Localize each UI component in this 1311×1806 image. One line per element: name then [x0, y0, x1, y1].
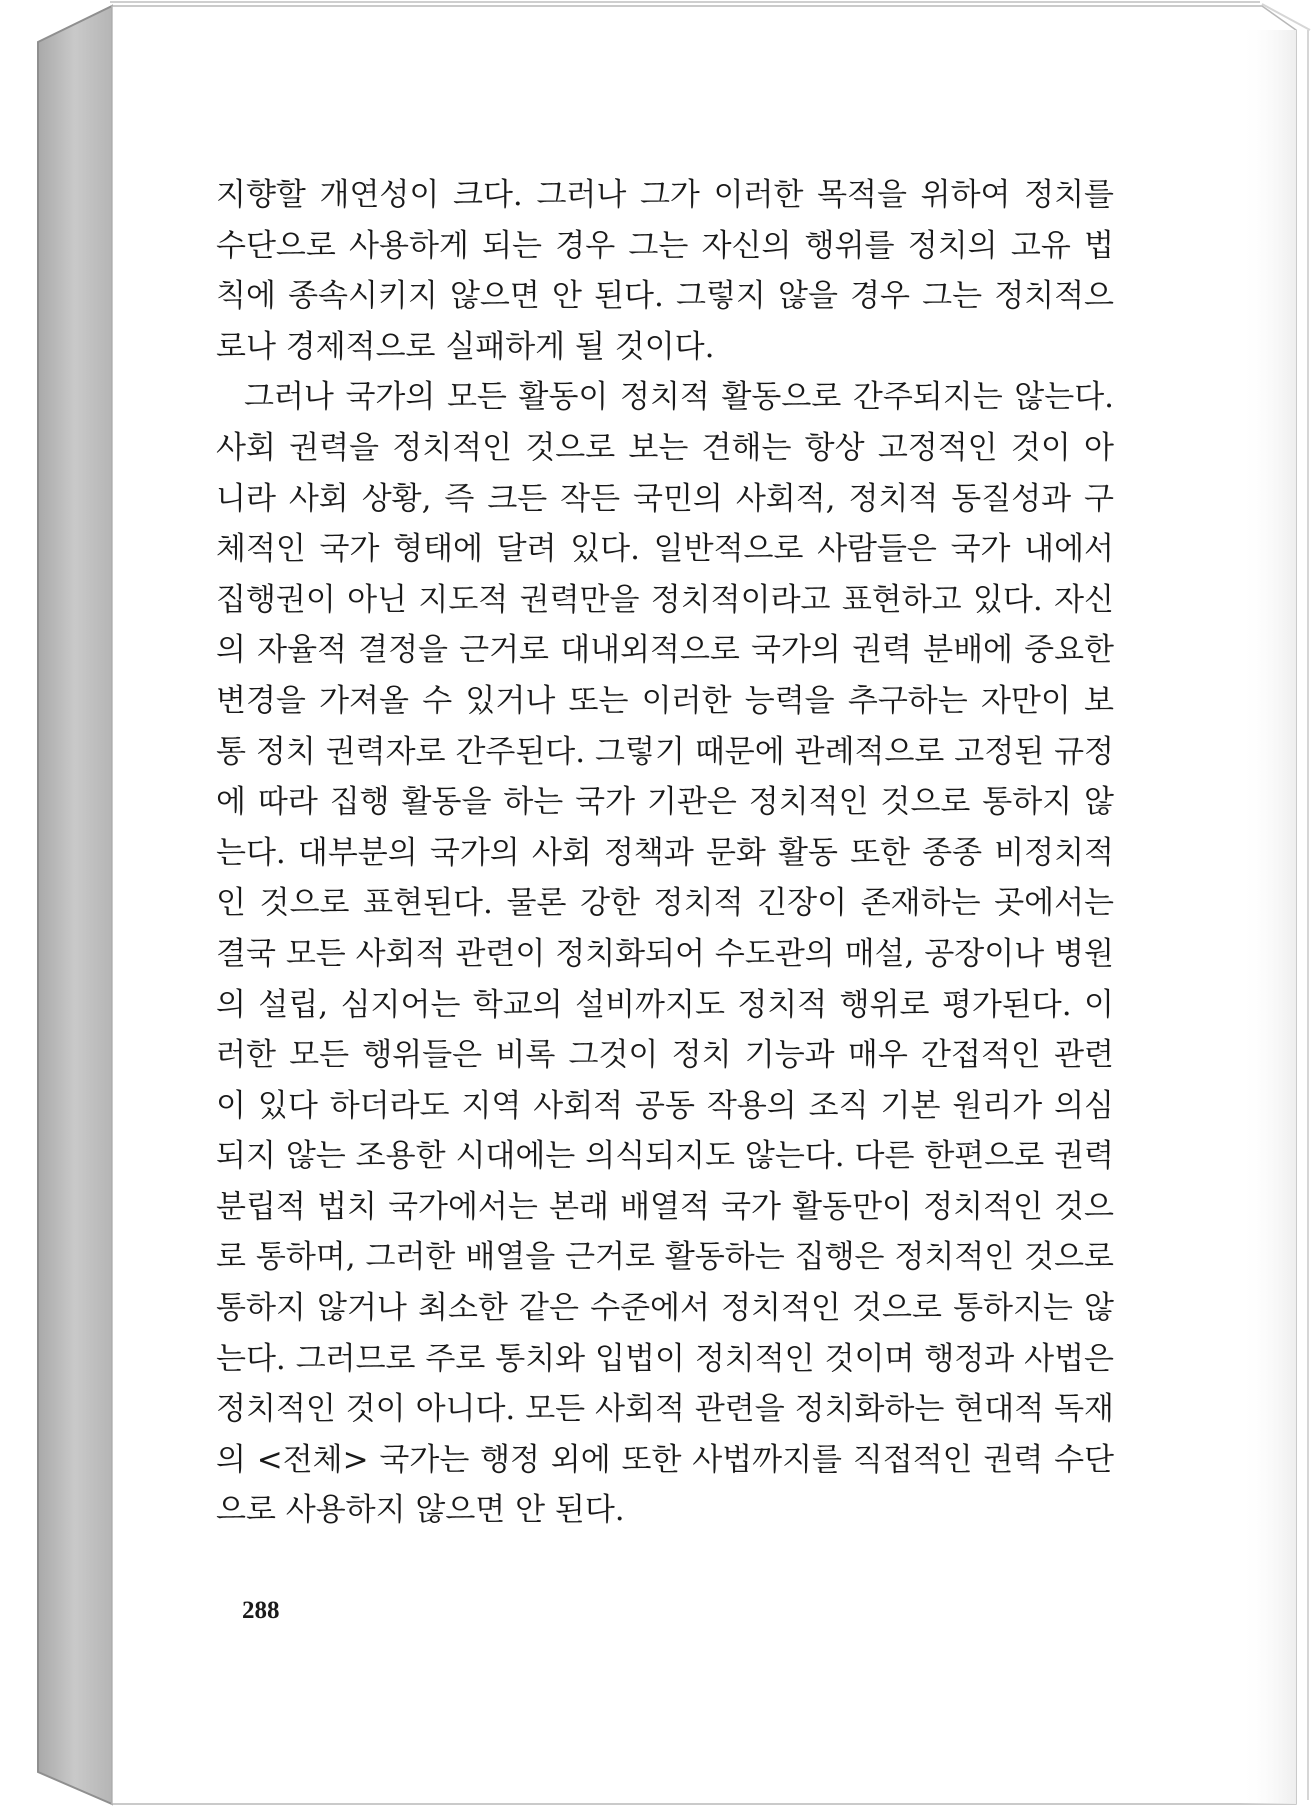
text-line: 분립적 법치 국가에서는 본래 배열적 국가 활동만이 정치적인 것으 [216, 1188, 1114, 1225]
text-line: 의 <전체> 국가는 행정 외에 또한 사법까지를 직접적인 권력 수단 [216, 1441, 1114, 1478]
text-line: 니라 사회 상황, 즉 크든 작든 국민의 사회적, 정치적 동질성과 구 [216, 480, 1114, 517]
text-line: 의 자율적 결정을 근거로 대내외적으로 국가의 권력 분배에 중요한 [216, 632, 1114, 669]
text-line: 통하지 않거나 최소한 같은 수준에서 정치적인 것으로 통하지는 않 [216, 1290, 1114, 1327]
text-line: 이 있다 하더라도 지역 사회적 공동 작용의 조직 기본 원리가 의심 [216, 1087, 1114, 1124]
text-line: 수단으로 사용하게 되는 경우 그는 자신의 행위를 정치의 고유 법 [216, 227, 1114, 264]
text-line: 에 따라 집행 활동을 하는 국가 기관은 정치적인 것으로 통하지 않 [216, 784, 1114, 821]
book-spine [38, 6, 112, 1804]
page-number: 288 [242, 1597, 280, 1624]
text-line: 정치적인 것이 아니다. 모든 사회적 관련을 정치화하는 현대적 독재 [216, 1391, 1114, 1428]
text-line: 체적인 국가 형태에 달려 있다. 일반적으로 사람들은 국가 내에서 [216, 531, 1114, 568]
text-line: 로나 경제적으로 실패하게 될 것이다. [216, 328, 715, 365]
text-line: 되지 않는 조용한 시대에는 의식되지도 않는다. 다른 한편으로 권력 [216, 1138, 1114, 1175]
text-line: 로 통하며, 그러한 배열을 근거로 활동하는 집행은 정치적인 것으로 [216, 1239, 1114, 1276]
text-line: 지향할 개연성이 크다. 그러나 그가 이러한 목적을 위하여 정치를 [216, 177, 1114, 213]
text-line: 의 설립, 심지어는 학교의 설비까지도 정치적 행위로 평가된다. 이 [216, 986, 1114, 1023]
text-line: 사회 권력을 정치적인 것으로 보는 견해는 항상 고정적인 것이 아 [216, 429, 1114, 466]
page-right-shade [1240, 30, 1296, 1804]
text-line: 는다. 대부분의 국가의 사회 정책과 문화 활동 또한 종종 비정치적 [216, 834, 1114, 871]
text-line: 통 정치 권력자로 간주된다. 그렇기 때문에 관례적으로 고정된 규정 [216, 733, 1114, 770]
text-line: 집행권이 아닌 지도적 권력만을 정치적이라고 표현하고 있다. 자신 [216, 581, 1114, 618]
text-line: 그러나 국가의 모든 활동이 정치적 활동으로 간주되지는 않는다. [244, 379, 1114, 416]
text-line: 러한 모든 행위들은 비록 그것이 정치 기능과 매우 간접적인 관련 [216, 1037, 1114, 1074]
body-text [216, 170, 1114, 1536]
text-line: 칙에 종속시키지 않으면 안 된다. 그렇지 않을 경우 그는 정치적으 [216, 278, 1114, 315]
text-line: 으로 사용하지 않으면 안 된다. [216, 1492, 625, 1529]
text-line: 는다. 그러므로 주로 통치와 입법이 정치적인 것이며 행정과 사법은 [216, 1340, 1114, 1377]
text-line: 인 것으로 표현된다. 물론 강한 정치적 긴장이 존재하는 곳에서는 [216, 885, 1114, 922]
text-line: 변경을 가져올 수 있거나 또는 이러한 능력을 추구하는 자만이 보 [216, 682, 1114, 719]
text-line: 결국 모든 사회적 관련이 정치화되어 수도관의 매설, 공장이나 병원 [216, 935, 1114, 972]
